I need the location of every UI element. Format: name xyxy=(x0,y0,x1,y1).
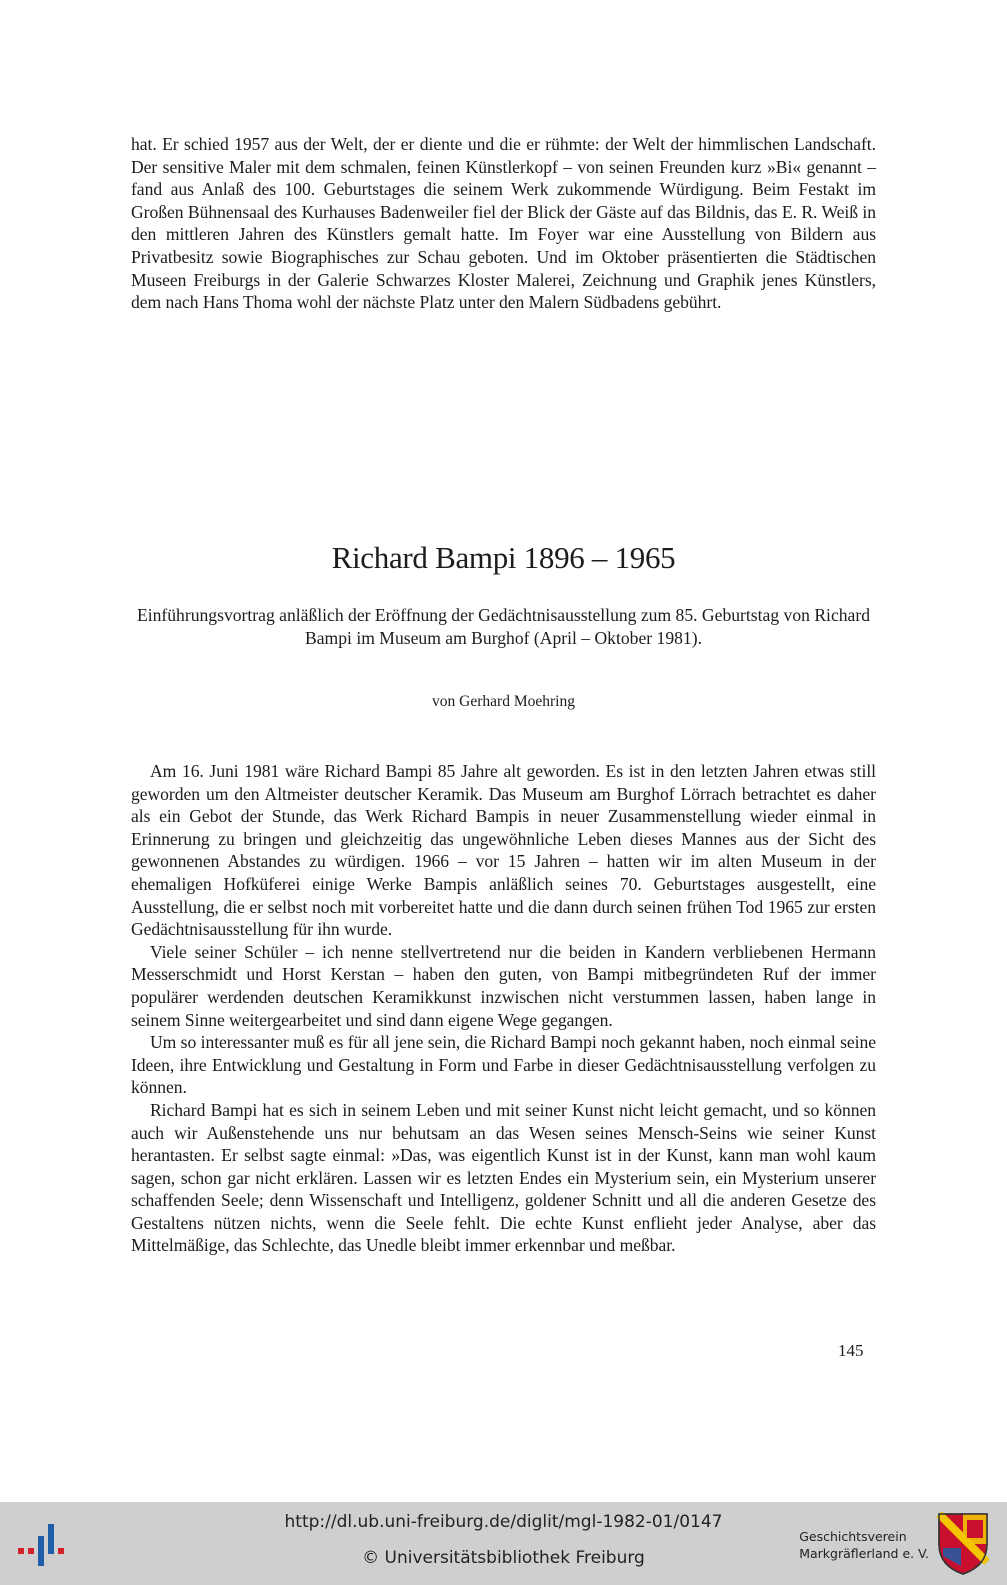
article-byline: von Gerhard Moehring xyxy=(432,693,575,710)
article-body xyxy=(131,760,876,1257)
article-subtitle: Einführungsvortrag anläßlich der Eröffnung der Gedächtnisausstellung zum 85. Geburtstag von Richard Bampi im Museum am Burghof (April – Oktober 1981). xyxy=(136,605,871,648)
footer-bar xyxy=(0,1502,1007,1585)
page-number: 145 xyxy=(838,1341,864,1360)
body-paragraph: Viele seiner Schüler – ich nenne stellvertretend nur die beiden in Kandern verbliebenen Hermann Messerschmidt und Horst Kerstan – haben den guten, von Bampi mitbegründeten Ruf der immer populärer werdenden deutschen Keramikkunst inzwischen nicht verstummen lassen, haben lange in seinem Sinne weitergearbeitet und sind dann eigene Wege gegangen. xyxy=(131,941,876,1030)
body-paragraph: Am 16. Juni 1981 wäre Richard Bampi 85 Jahre alt geworden. Es ist in den letzten Jahren etwas still geworden um den Altmeister deutscher Keramik. Das Museum am Burghof Lörrach betrachtet es daher als ein Gebot der Stunde, das Werk Richard Bampis in neuer Zusammenstellung wieder einmal in Erinnerung zu bringen und gleichzeitig das ungewöhnliche Leben dieses Mannes aus der Sicht des gewonnenen Abstandes zu würdigen. 1966 – vor 15 Jahren – hatten wir im alten Museum in der ehemaligen Hofküferei einige Werke Bampis anläßlich seines 70. Geburtstages ausgestellt, eine Ausstellung, die er selbst noch mit vorbereitet hatte und die dann durch seinen frühen Tod 1965 zur ersten Gedächtnisausstellung für ihn wurde. xyxy=(131,761,876,940)
coat-of-arms-icon xyxy=(937,1512,989,1576)
body-paragraph: Um so interessanter muß es für all jene sein, die Richard Bampi noch gekannt haben, noch einmal seine Ideen, ihre Entwicklung und Gestaltung in Form und Farbe in dieser Gedächtnisausstellung verfolgen zu können. xyxy=(131,1032,876,1098)
article-title: Richard Bampi 1896 – 1965 xyxy=(331,540,676,575)
society-name-line2: Markgräflerland e. V. xyxy=(799,1546,929,1561)
footer-copyright: © Universitätsbibliothek Freiburg xyxy=(362,1548,645,1568)
society-name xyxy=(799,1528,929,1562)
footer-url-link[interactable]: http://dl.ub.uni-freiburg.de/diglit/mgl-1982-01/0147 xyxy=(284,1512,723,1532)
intro-paragraph: hat. Er schied 1957 aus der Welt, der er diente und die er rühmte: der Welt der himmlischen Landschaft. Der sensitive Maler mit dem schmalen, feinen Künstlerkopf – von seinen Freunden kurz »Bi« genannt – fand aus Anlaß des 100. Geburtstages die seinem Werk zukommende Würdigung. Beim Festakt im Großen Bühnensaal des Kurhauses Badenweiler fiel der Blick der Gäste auf das Bildnis, das E. R. Weiß in den mittleren Jahren des Künstlers gemalt hatte. Im Foyer war eine Ausstellung von Bildern aus Privatbesitz sowie Biographisches zur Schau geboten. Und im Oktober präsentierten die Städtischen Museen Freiburgs in der Galerie Schwarzes Kloster Malerei, Zeichnung und Graphik jenes Künstlers, dem nach Hans Thoma wohl der nächste Platz unter den Malern Südbadens gebührt. xyxy=(131,134,876,313)
body-paragraph: Richard Bampi hat es sich in seinem Leben und mit seiner Kunst nicht leicht gemacht, und so können auch wir Außenstehende uns nur behutsam an das Wesen seines Mensch-Seins wie seiner Kunst herantasten. Er selbst sagte einmal: »Das, was eigentlich Kunst ist in der Kunst, kann man wohl kaum sagen, schon gar nicht erklären. Lassen wir es letzten Endes ein Mysterium sein, ein Mysterium unserer schaffenden Seele; denn Wissenschaft und Intelligenz, goldener Schnitt und all die anderen Gesetze des Gestaltens nützen nichts, wenn die Seele fehlt. Die echte Kunst enflieht jeder Analyse, aber das Mittelmäßige, das Schlechte, das Unedle bleibt immer erkennbar und meßbar. xyxy=(131,1099,876,1256)
society-name-line1: Geschichtsverein xyxy=(799,1529,907,1544)
